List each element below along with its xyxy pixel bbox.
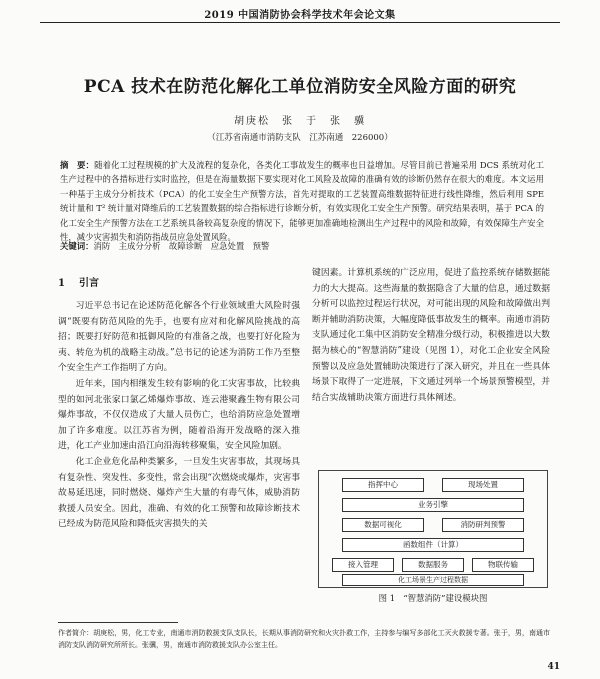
paragraph: 习近平总书记在论述防范化解各个行业领域重大风险时强调“既要有防范风险的先手，也要有应对和化解风险挑战的高招；既要打好防范和抵御风险的有准备之战，也要打好化险为夷、转危为机的战略主动战。”总书记的论述为消防工作乃至整个安全生产工作指明了方向。 — [58, 301, 300, 374]
paragraph: 近年来，国内相继发生较有影响的化工灾害事故，比较典型的如河北张家口氯乙烯爆炸事故、连云港聚鑫生物有限公司爆炸事故，不仅仅造成了大量人员伤亡，也给消防应急处置增加了许多难度。以江苏省为例，随着沿海开发战略的深入推进，化工产业加速由沿江向沿海转移聚集，安全风险加剧。 — [58, 378, 300, 452]
paper-affiliation: （江苏省南通市消防支队 江苏南通 226000） — [207, 133, 393, 143]
paper-authors: 胡庚松 张 于 张 骥 — [234, 116, 366, 127]
figure-box-data-center: 数据可视化 — [342, 518, 424, 532]
figure-1 — [318, 470, 548, 588]
section-title: 引言 — [78, 278, 99, 289]
section-number: 1 — [58, 278, 65, 289]
figure-caption: 图 1 “智慧消防”建设模块图 — [378, 593, 488, 603]
figure-box-data-service: 数据服务 — [402, 558, 464, 572]
section-heading — [58, 274, 99, 289]
abstract-label: 摘 要： — [60, 160, 95, 170]
paragraph: 键因素。计算机系统的广泛应用，促进了监控系统存储数据能力的大大提高。这些海量的数据隐含了大量的信息，通过数据分析可以监控过程运行状况，对可能出现的风险和故障做出判断并辅助消防决策，大幅度降低事故发生的概率。南通市消防支队通过化工集中区消防安全精准分级行动，积极推进以大数据为核心的“智慧消防”建设（见图 1），对化工企业安全风险预警以及应急处置辅助决策进行了深入研究，并且在一些具体场景下取得了一定进展，下文通过列举一个场景预警模型，并结合实战辅助决策方面进行具体阐述。 — [312, 268, 550, 403]
figure-box-command-center: 指挥中心 — [342, 478, 424, 492]
footnote-rule — [58, 622, 178, 623]
figure-box-chem-monitor: 化工场景生产过程数据 — [342, 574, 524, 586]
figure-box-field-deployment: 现场处置 — [442, 478, 524, 492]
header-rule — [40, 22, 560, 23]
figure-box-function-component: 函数组件（计算） — [342, 538, 524, 552]
figure-box-access-management: 接入管理 — [332, 558, 394, 572]
figure-box-decision-support: 消防研判预警 — [442, 518, 524, 532]
keywords — [60, 240, 544, 252]
footnote: 作者简介：胡庚松，男，化工专业，南通市消防救援支队支队长，长期从事消防研究和火灾扑救工作，主持参与编写多部化工灭火救援专著。张于，男，南通市消防支队消防研究所所长。张骥，男，南通市消防救援支队办公室主任。 — [58, 629, 550, 649]
figure-box-iot-transfer: 物联传输 — [472, 558, 534, 572]
figure-box-business-app: 业务引擎 — [342, 498, 524, 512]
abstract-text: 随着化工过程规模的扩大及流程的复杂化，各类化工事故发生的概率也日益增加。尽管目前已普遍采用 DCS 系统对化工生产过程中的各措标进行实时监控，但是在海量数据下要实现对化工风险及故障的准确有效的诊断仍然存在很大的难度。本文运用一种基于主成分分析技术（PCA）的化工安全生产预警方法，首先对提取的工艺装置高维数据特征进行线性降维，然后利用 SPE 统计量和 T² 统计量对降维后的工艺装置数据的综合指标进行诊断分析，有效实现化工安全生产预警。研究结果表明，基于 PCA 的化工安全生产预警方法在工艺系统具备较高复杂度的情况下，能够更加准确地检测出生产过程中的风险和故障，有效保障生产安全性，减少灾害损失和消防指战员应急处置风险。 — [60, 160, 545, 243]
right-column — [312, 266, 550, 406]
paragraph: 化工企业危化品种类繁多，一旦发生灾害事故，其现场具有复杂性、突发性、多变性，常会出现“次燃烧或爆炸，灾害事故易延迅速，同时燃烧、爆炸产生大量的有毒气体，威胁消防救援人员安全。因此，准确、有效的化工预警和故障诊断技术已经成为防范风险和降低灾害损失的关 — [58, 456, 301, 530]
left-column — [58, 299, 300, 533]
page-number: 41 — [547, 662, 560, 672]
keywords-text: 消防 主成分分析 故障诊断 应急处置 预警 — [93, 241, 270, 251]
running-header: 2019 中国消防协会科学技术年会论文集 — [204, 10, 396, 21]
paper-title: PCA 技术在防范化解化工单位消防安全风险方面的研究 — [83, 77, 517, 97]
abstract — [60, 158, 544, 244]
keywords-label: 关键词： — [60, 241, 94, 251]
